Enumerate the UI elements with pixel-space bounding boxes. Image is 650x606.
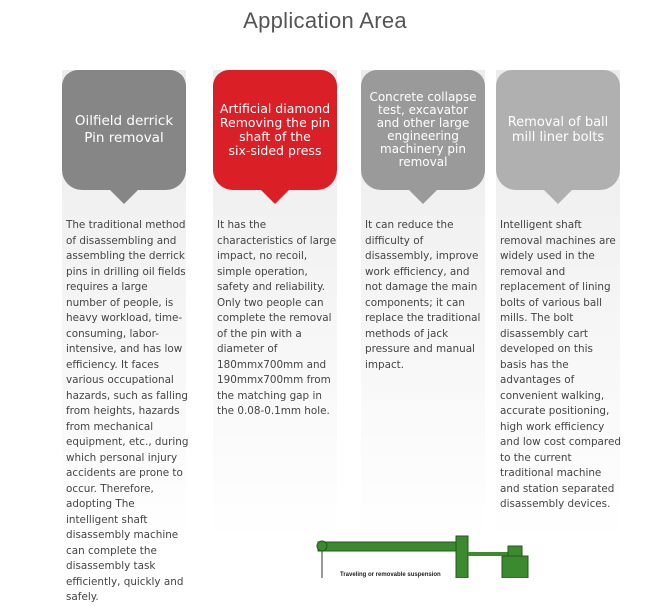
card-header-label: Artificial diamond Removing the pin shaft of the six-sided press bbox=[219, 101, 331, 158]
card-header bbox=[361, 70, 485, 190]
card-description: It has the characteristics of large impact, no recoil, simple operation, safety and reliability. Only two people can complete the removal of the pin with a diameter of 180mmx700mm and 190mmx700mm from the matching gap in the 0.08-0.1mm hole. bbox=[217, 219, 337, 417]
drawing-caption: Traveling or removable suspension bbox=[340, 572, 441, 578]
page-title: Application Area bbox=[243, 8, 407, 33]
card-description: The traditional method of disassembling and assembling the derrick pins in drilling oil fields requires a large number of people, is heavy workload, time-consuming, labor-intensive, and has low efficiency. It faces various occupational hazards, such as falling from heights, hazards from mechanical equipment, etc., during which personal injury accidents are prone to occur. Therefore, adopting The intelligent shaft disassembly machine can complete the disassembly task efficiently, quickly and safely. bbox=[66, 219, 189, 603]
crane-pulley bbox=[317, 541, 327, 551]
crane-motor bbox=[502, 556, 528, 578]
crane-beam bbox=[318, 542, 468, 551]
card-header bbox=[62, 70, 186, 190]
application-card-ball-mill bbox=[496, 70, 620, 540]
application-card-diamond-press bbox=[213, 70, 337, 540]
card-header-label: Oilfield derrick Pin removal bbox=[74, 113, 174, 146]
card-header-label: Removal of ball mill liner bolts bbox=[507, 115, 609, 145]
application-card-oilfield bbox=[62, 70, 189, 603]
crane-column bbox=[456, 536, 468, 578]
card-header bbox=[496, 70, 620, 190]
card-description: It can reduce the difficulty of disassembly, improve work efficiency, and not damage the main components; it can replace the traditional methods of jack pressure and manual impact. bbox=[365, 219, 481, 371]
card-header-label: Concrete collapse test, excavator and other large engineering machinery pin removal bbox=[369, 90, 477, 169]
application-card-concrete bbox=[361, 70, 485, 540]
crane-motor-top bbox=[508, 546, 522, 556]
card-description: Intelligent shaft removal machines are widely used in the removal and replacement of lining bolts of various ball mills. The bolt disassembly cart developed on this basis has the advantages of convenient walking, accurate positioning, high work efficiency and low cost compared to the current traditional machine and station separated disassembly devices. bbox=[500, 219, 621, 510]
card-header bbox=[213, 70, 337, 190]
